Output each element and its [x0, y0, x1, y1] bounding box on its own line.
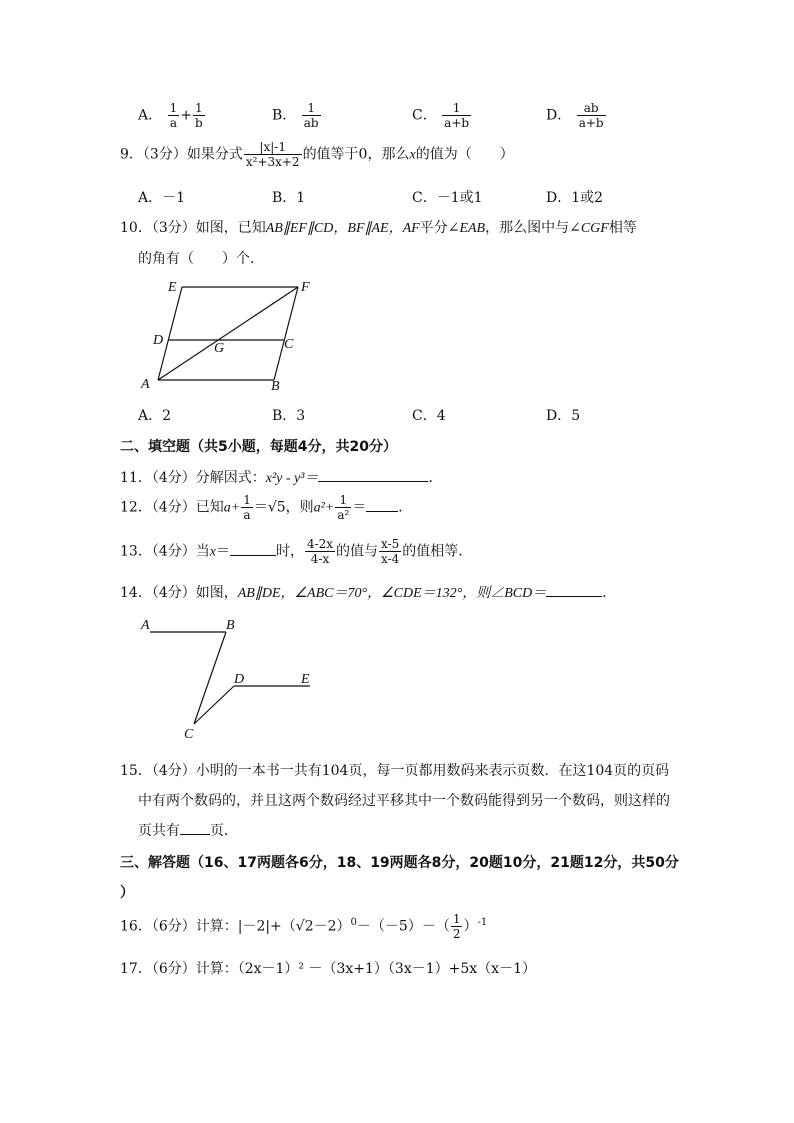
- q10-option-c: C．4: [412, 408, 446, 424]
- q8-option-b: B． $\frac{1}{ab}$: [272, 101, 319, 130]
- q9-option-a: A．－1: [138, 190, 186, 206]
- q10-option-d: D．5: [546, 408, 581, 424]
- question-16: 16．（6分）计算：$|-2|+(√2-2)^0-(-5)-$（ $\frac{1}{2}$ ）$^{-1}$: [120, 912, 488, 941]
- label-c: C: [284, 337, 294, 352]
- label-b: B: [226, 618, 235, 633]
- q8-option-d: D． $\frac{ab}{a+b}$: [546, 101, 604, 130]
- question-15-line1: 15．（4分）小明的一本书一共有104页，每一页都用数码来表示页数．在这104页的页码: [120, 763, 670, 779]
- answer-blank: [546, 582, 602, 597]
- q8-option-a: A． $\frac{1}{a}$ + $\frac{1}{b}$: [138, 101, 203, 130]
- question-11: 11．（4分）分解因式：x²y - y³＝ ．: [120, 467, 442, 487]
- q9-option-b: B．1: [272, 190, 306, 206]
- q10-figure: [138, 276, 328, 396]
- label-a: A: [141, 618, 150, 633]
- question-15-line3: 页共有 页．: [138, 820, 238, 840]
- label-b: B: [271, 379, 280, 394]
- section-3-heading-cont: ）: [120, 885, 134, 901]
- answer-blank: [366, 497, 398, 512]
- question-14: 14．（4分）如图，AB∥DE，∠ABC＝70°，∠CDE＝132°，则∠BCD＝ ．: [120, 582, 616, 602]
- q9-option-c: C．－1或1: [412, 190, 483, 206]
- q10-option-b: B．3: [272, 408, 306, 424]
- label-g: G: [214, 341, 225, 356]
- section-3-heading: 三、解答题（16、17两题各6分，18、19两题各8分，20题10分，21题12分，共50分: [120, 855, 679, 871]
- label-f: F: [301, 280, 310, 295]
- question-10-line2: 的角有（ ）个．: [138, 251, 264, 267]
- label-a: A: [141, 377, 150, 392]
- question-13: 13．（4分）当x＝ 时， $\frac{4-2x}{4-x}$ 的值与 $\frac{x-5}{x-4}$ 的值相等．: [120, 537, 473, 566]
- question-17: 17．（6分）计算：（2x－1）² －（3x+1）（3x－1）+5x（x－1）: [120, 961, 536, 977]
- q14-figure: [138, 614, 328, 744]
- question-12: 12．（4分）已知a+ $\frac{1}{a}$ ＝√5，则a²+ $\frac{1}{\text{a²}}$ ＝ ．: [120, 493, 413, 522]
- section-2-heading: 二、填空题（共5小题，每题4分，共20分）: [120, 439, 397, 455]
- question-10-line1: 10．（3分）如图，已知AB∥EF∥CD，BF∥AE，AF平分∠EAB，那么图中与∠CGF相等: [120, 220, 637, 236]
- label-c: C: [184, 727, 194, 742]
- label-d: D: [153, 333, 164, 348]
- question-9: 9．（3分）如果分式 $\frac{|x|-1}{\text{x²+3x+2}}$ 的值等于0，那么x的值为（ ）: [120, 140, 514, 169]
- label-d: D: [234, 672, 245, 687]
- label-e: E: [168, 280, 177, 295]
- answer-blank: [180, 820, 210, 835]
- q8-option-c: C． $\frac{1}{a+b}$: [412, 101, 470, 130]
- q10-option-a: A．2: [138, 408, 172, 424]
- answer-blank: [230, 541, 276, 556]
- line-bc: [194, 632, 226, 724]
- label-e: E: [301, 672, 310, 687]
- answer-blank: [318, 467, 428, 482]
- question-15-line2: 中有两个数码的，并且这两个数码经过平移其中一个数码能得到另一个数码，则这样的: [138, 793, 670, 809]
- q9-option-d: D．1或2: [546, 190, 604, 206]
